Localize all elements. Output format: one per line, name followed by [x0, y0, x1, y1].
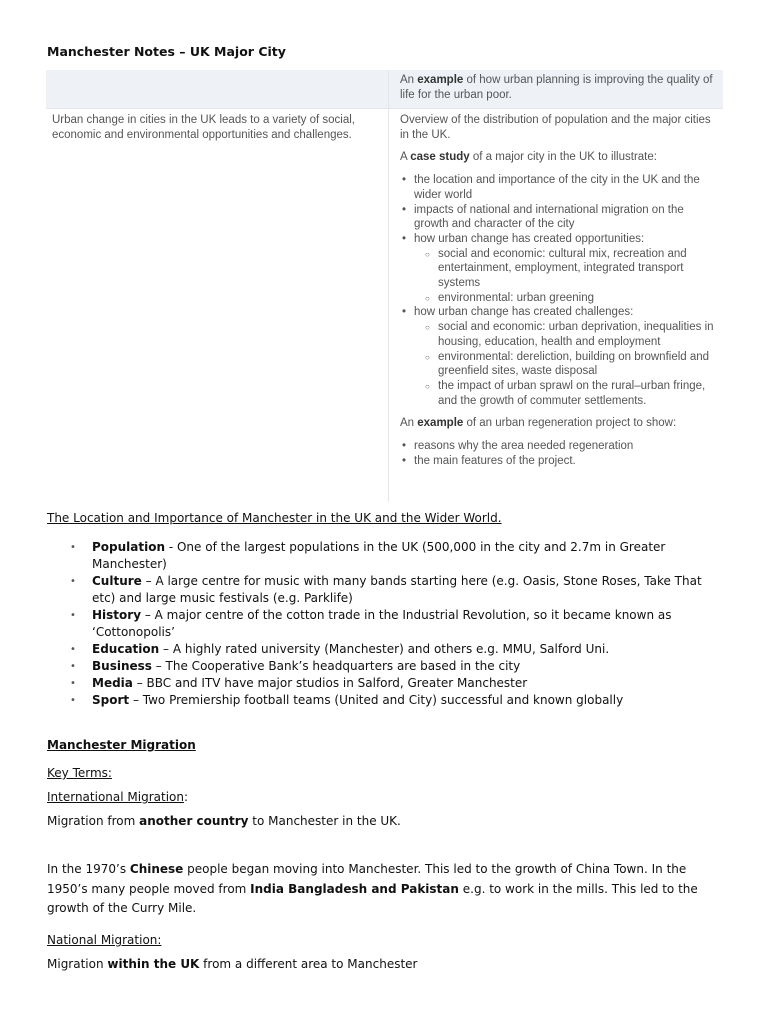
location-heading: The Location and Importance of Manchester in the UK and the Wider World.	[47, 511, 502, 525]
example-intro: An example of an urban regeneration project to show:	[400, 417, 677, 430]
left-cell: Urban change in cities in the UK leads to a variety of social, economic and environmental opportunities and challenges.	[52, 114, 355, 141]
header-right-cell: An example of how urban planning is improving the quality of life for the urban poor.	[400, 74, 713, 101]
sub-list-item: ○ the impact of urban sprawl on the rural–urban fringe, and the growth of commuter settlements.	[438, 379, 718, 408]
sub-list-item: ○ environmental: urban greening	[438, 291, 718, 306]
fact-item: • Media – BBC and ITV have major studios in Salford, Greater Manchester	[70, 675, 720, 692]
national-migration-definition: Migration within the UK from a different area to Manchester	[47, 957, 418, 971]
sub-list-item: ○ environmental: dereliction, building on brownfield and greenfield sites, waste disposal	[438, 350, 718, 379]
migration-heading: Manchester Migration	[47, 738, 196, 752]
right-cell	[400, 113, 718, 468]
list-item: • how urban change has created challenges: ○ social and economic: urban deprivation, inequalities in housing, education, health and employment ○ environmental: dereliction, building on brownfield and greenfield sites, waste disposal ○ the impact of urban sprawl on the rural–urban fringe, and the growth of commuter settlements.	[414, 305, 718, 408]
national-migration-heading: National Migration:	[47, 933, 162, 947]
page-title: Manchester Notes – UK Major City	[47, 44, 286, 59]
migration-paragraph: In the 1970’s Chinese people began moving into Manchester. This led to the growth of China Town. In the 1950’s many people moved from India Bangladesh and Pakistan e.g. to work in the mills. This led to the growth of the Curry Mile.	[47, 862, 698, 915]
key-terms-heading: Key Terms:	[47, 766, 112, 780]
sub-list-item: ○ social and economic: cultural mix, recreation and entertainment, employment, integrated transport systems	[438, 247, 718, 291]
international-migration-definition: Migration from another country to Manchester in the UK.	[47, 814, 401, 828]
case-study-list	[400, 173, 718, 408]
sub-list-item: ○ social and economic: urban deprivation, inequalities in housing, education, health and employment	[438, 320, 718, 349]
fact-item: • Business – The Cooperative Bank’s headquarters are based in the city	[70, 658, 720, 675]
specification-table	[46, 70, 723, 502]
list-item: • the location and importance of the city in the UK and the wider world	[414, 173, 718, 202]
case-study-intro: A case study of a major city in the UK to illustrate:	[400, 151, 657, 164]
fact-item: • Education – A highly rated university (Manchester) and others e.g. MMU, Salford Uni.	[70, 641, 720, 658]
international-migration-heading: International Migration:	[47, 790, 189, 804]
list-item: • impacts of national and international migration on the growth and character of the city	[414, 203, 718, 232]
column-divider	[388, 70, 389, 502]
list-item: • reasons why the area needed regeneration	[414, 439, 718, 454]
list-item: • the main features of the project.	[414, 454, 718, 469]
fact-item: • Population - One of the largest populations in the UK (500,000 in the city and 2.7m in Greater Manchester)	[70, 539, 720, 573]
overview-text: Overview of the distribution of population and the major cities in the UK.	[400, 114, 711, 141]
row-divider	[46, 108, 723, 109]
fact-item: • Sport – Two Premiership football teams (United and City) successful and known globally	[70, 692, 720, 709]
fact-item: • History – A major centre of the cotton trade in the Industrial Revolution, so it became known as ‘Cottonopolis’	[70, 607, 720, 641]
example-list	[400, 439, 718, 468]
facts-list	[70, 539, 720, 709]
fact-item: • Culture – A large centre for music with many bands starting here (e.g. Oasis, Stone Roses, Take That etc) and large music festivals (e.g. Parklife)	[70, 573, 720, 607]
list-item: • how urban change has created opportunities: ○ social and economic: cultural mix, recreation and entertainment, employment, integrated transport systems ○ environmental: urban greening	[414, 232, 718, 306]
